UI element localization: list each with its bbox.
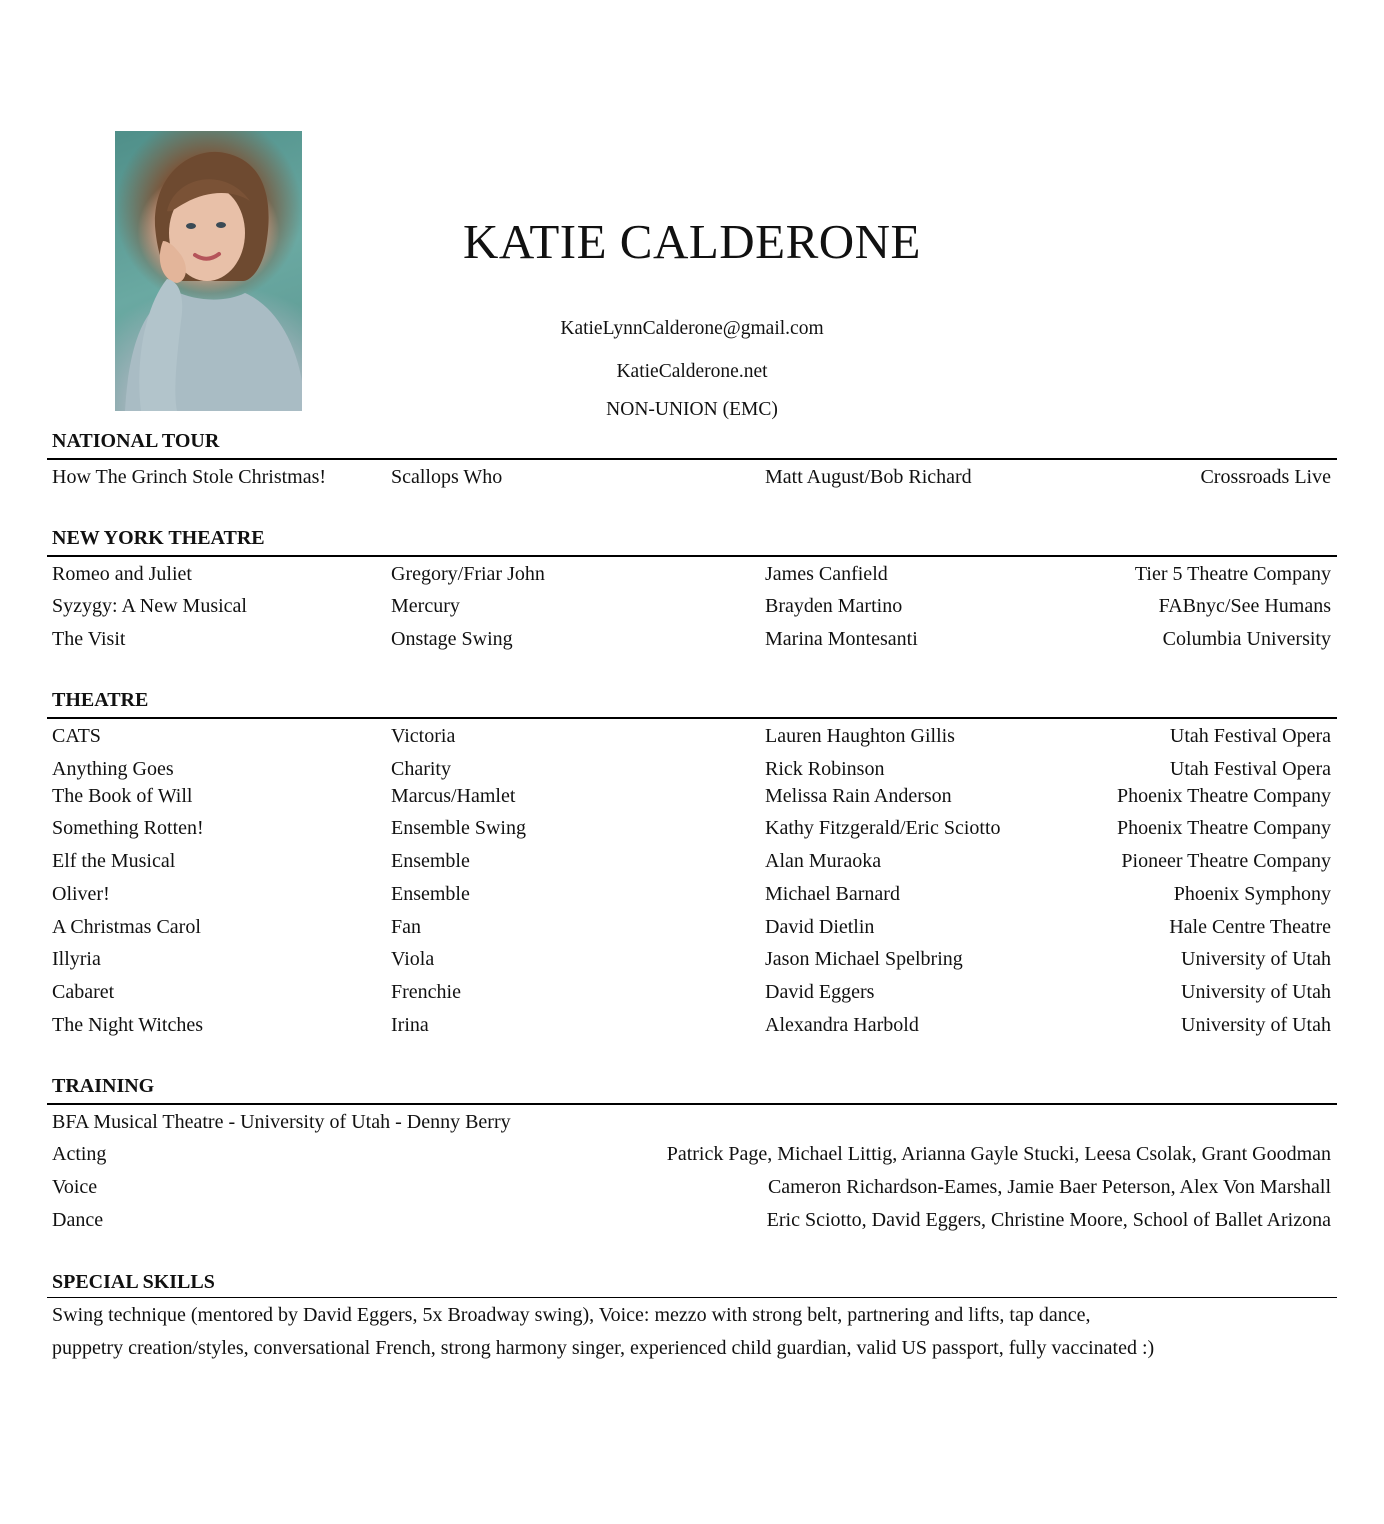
training-instructors: Patrick Page, Michael Littig, Arianna Gayle Stucki, Leesa Csolak, Grant Goodman (666, 1143, 1331, 1165)
director: Alexandra Harbold (765, 1014, 919, 1036)
role: Ensemble (391, 883, 470, 905)
section-divider (47, 555, 1337, 557)
company: Pioneer Theatre Company (1121, 850, 1331, 872)
show-title: The Night Witches (52, 1014, 204, 1036)
table-row (52, 463, 1331, 491)
role: Onstage Swing (391, 628, 513, 650)
show-title: Romeo and Juliet (52, 563, 192, 585)
company: Utah Festival Opera (1169, 725, 1331, 747)
training-instructors: Cameron Richardson-Eames, Jamie Baer Peterson, Alex Von Marshall (767, 1176, 1331, 1198)
section-title-theatre: THEATRE (52, 689, 149, 711)
section-divider (47, 1103, 1337, 1105)
show-title: Something Rotten! (52, 817, 204, 839)
role: Mercury (391, 595, 460, 617)
role: Frenchie (391, 981, 461, 1003)
company: Phoenix Symphony (1173, 883, 1331, 905)
company: Hale Centre Theatre (1169, 916, 1331, 938)
training-degree (52, 1108, 1331, 1136)
applicant-name: KATIE CALDERONE (463, 214, 921, 269)
show-title: Anything Goes (52, 758, 174, 780)
director: Melissa Rain Anderson (765, 785, 952, 807)
section-title-training: TRAINING (52, 1075, 155, 1097)
show-title: How The Grinch Stole Christmas! (52, 466, 327, 488)
show-title: Cabaret (52, 981, 115, 1003)
director: Rick Robinson (765, 758, 885, 780)
skills-line: puppetry creation/styles, conversational French, strong harmony singer, experienced child guardian, valid US passport, fully vaccinated :) (52, 1337, 1155, 1359)
director: Matt August/Bob Richard (765, 466, 972, 488)
skills-line: Swing technique (mentored by David Eggers, 5x Broadway swing), Voice: mezzo with strong belt, partnering and lifts, tap dance, (52, 1304, 1091, 1326)
table-row (52, 880, 1331, 908)
section-divider (47, 1297, 1337, 1298)
show-title: Syzygy: A New Musical (52, 595, 247, 617)
table-row (52, 1206, 1331, 1234)
table-row (52, 782, 1331, 810)
company: FABnyc/See Humans (1158, 595, 1331, 617)
role: Viola (391, 948, 435, 970)
training-category: Voice (52, 1176, 98, 1198)
show-title: The Book of Will (52, 785, 193, 807)
director: Lauren Haughton Gillis (765, 725, 955, 747)
role: Charity (391, 758, 451, 780)
role: Gregory/Friar John (391, 563, 545, 585)
table-row (52, 1140, 1331, 1168)
table-row (52, 1011, 1331, 1039)
director: Marina Montesanti (765, 628, 918, 650)
training-category: Dance (52, 1209, 104, 1231)
section-title-special-skills: SPECIAL SKILLS (52, 1271, 215, 1293)
show-title: A Christmas Carol (52, 916, 201, 938)
company: University of Utah (1181, 981, 1331, 1003)
table-row (52, 847, 1331, 875)
show-title: Oliver! (52, 883, 110, 905)
role: Scallops Who (391, 466, 503, 488)
union-status: NON-UNION (EMC) (606, 399, 778, 420)
table-row (52, 560, 1331, 588)
table-row (52, 722, 1331, 750)
company: Crossroads Live (1200, 466, 1331, 488)
special-skills-text (52, 1299, 1332, 1365)
director: Alan Muraoka (765, 850, 882, 872)
director: David Dietlin (765, 916, 875, 938)
table-row (52, 1173, 1331, 1201)
company: Phoenix Theatre Company (1116, 817, 1331, 839)
show-title: CATS (52, 725, 101, 747)
company: Tier 5 Theatre Company (1134, 563, 1331, 585)
table-row (52, 755, 1331, 780)
website-link[interactable]: KatieCalderone.net (616, 361, 768, 382)
section-divider (47, 717, 1337, 719)
director: Kathy Fitzgerald/Eric Sciotto (765, 817, 1001, 839)
role: Marcus/Hamlet (391, 785, 516, 807)
table-row (52, 945, 1331, 973)
role: Victoria (391, 725, 456, 747)
table-row (52, 625, 1331, 653)
director: Michael Barnard (765, 883, 900, 905)
company: Columbia University (1162, 628, 1331, 650)
role: Fan (391, 916, 421, 938)
section-divider (47, 458, 1337, 460)
email-link[interactable]: KatieLynnCalderone@gmail.com (560, 318, 824, 339)
table-row (52, 814, 1331, 842)
table-row (52, 592, 1331, 620)
role: Ensemble (391, 850, 470, 872)
director: David Eggers (765, 981, 875, 1003)
director: James Canfield (765, 563, 888, 585)
degree-text: BFA Musical Theatre - University of Utah - Denny Berry (52, 1111, 511, 1133)
training-instructors: Eric Sciotto, David Eggers, Christine Moore, School of Ballet Arizona (766, 1209, 1331, 1231)
show-title: Elf the Musical (52, 850, 176, 872)
role: Ensemble Swing (391, 817, 526, 839)
section-title-new-york-theatre: NEW YORK THEATRE (52, 527, 265, 549)
company: University of Utah (1181, 1014, 1331, 1036)
show-title: The Visit (52, 628, 126, 650)
director: Brayden Martino (765, 595, 903, 617)
section-title-national-tour: NATIONAL TOUR (52, 430, 220, 452)
director: Jason Michael Spelbring (765, 948, 963, 970)
training-category: Acting (52, 1143, 107, 1165)
role: Irina (391, 1014, 429, 1036)
table-row (52, 978, 1331, 1006)
company: Phoenix Theatre Company (1116, 785, 1331, 807)
show-title: Illyria (52, 948, 101, 970)
company: University of Utah (1181, 948, 1331, 970)
table-row (52, 913, 1331, 941)
company: Utah Festival Opera (1169, 758, 1331, 780)
